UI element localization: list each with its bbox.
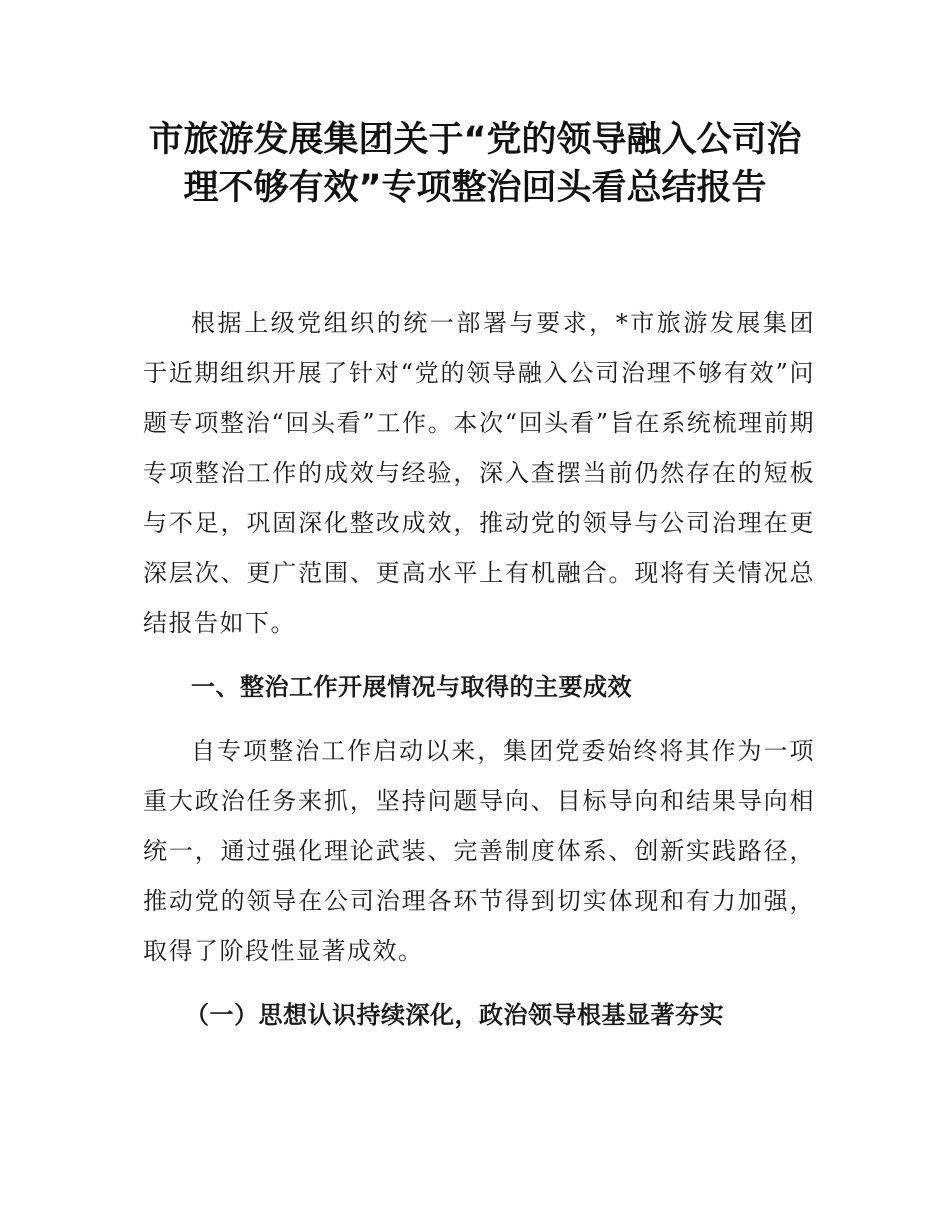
intro-paragraph: 根据上级党组织的统一部署与要求，*市旅游发展集团于近期组织开展了针对“党的领导融入公司治理不够有效”问题专项整治“回头看”工作。本次“回头看”旨在系统梳理前期专项整治工作的成效与经验，深入查摆当前仍然存在的短板与不足，巩固深化整改成效，推动党的领导与公司治理在更深层次、更广范围、更高水平上有机融合。现将有关情况总结报告如下。 xyxy=(143,309,815,637)
section-heading-1: 一、整治工作开展情况与取得的主要成效 xyxy=(191,673,632,701)
document-title-line-2: 理不够有效”专项整治回头看总结报告 xyxy=(183,168,767,208)
section-1-paragraph: 自专项整治工作启动以来，集团党委始终将其作为一项重大政治任务来抓，坚持问题导向、目标导向和结果导向相统一，通过强化理论武装、完善制度体系、创新实践路径，推动党的领导在公司治理各环节得到切实体现和有力加强，取得了阶段性显著成效。 xyxy=(143,737,815,965)
document-title-line-1: 市旅游发展集团关于“党的领导融入公司治 xyxy=(148,120,802,160)
subsection-heading-1: （一）思想认识持续深化，政治领导根基显著夯实 xyxy=(185,1001,724,1029)
